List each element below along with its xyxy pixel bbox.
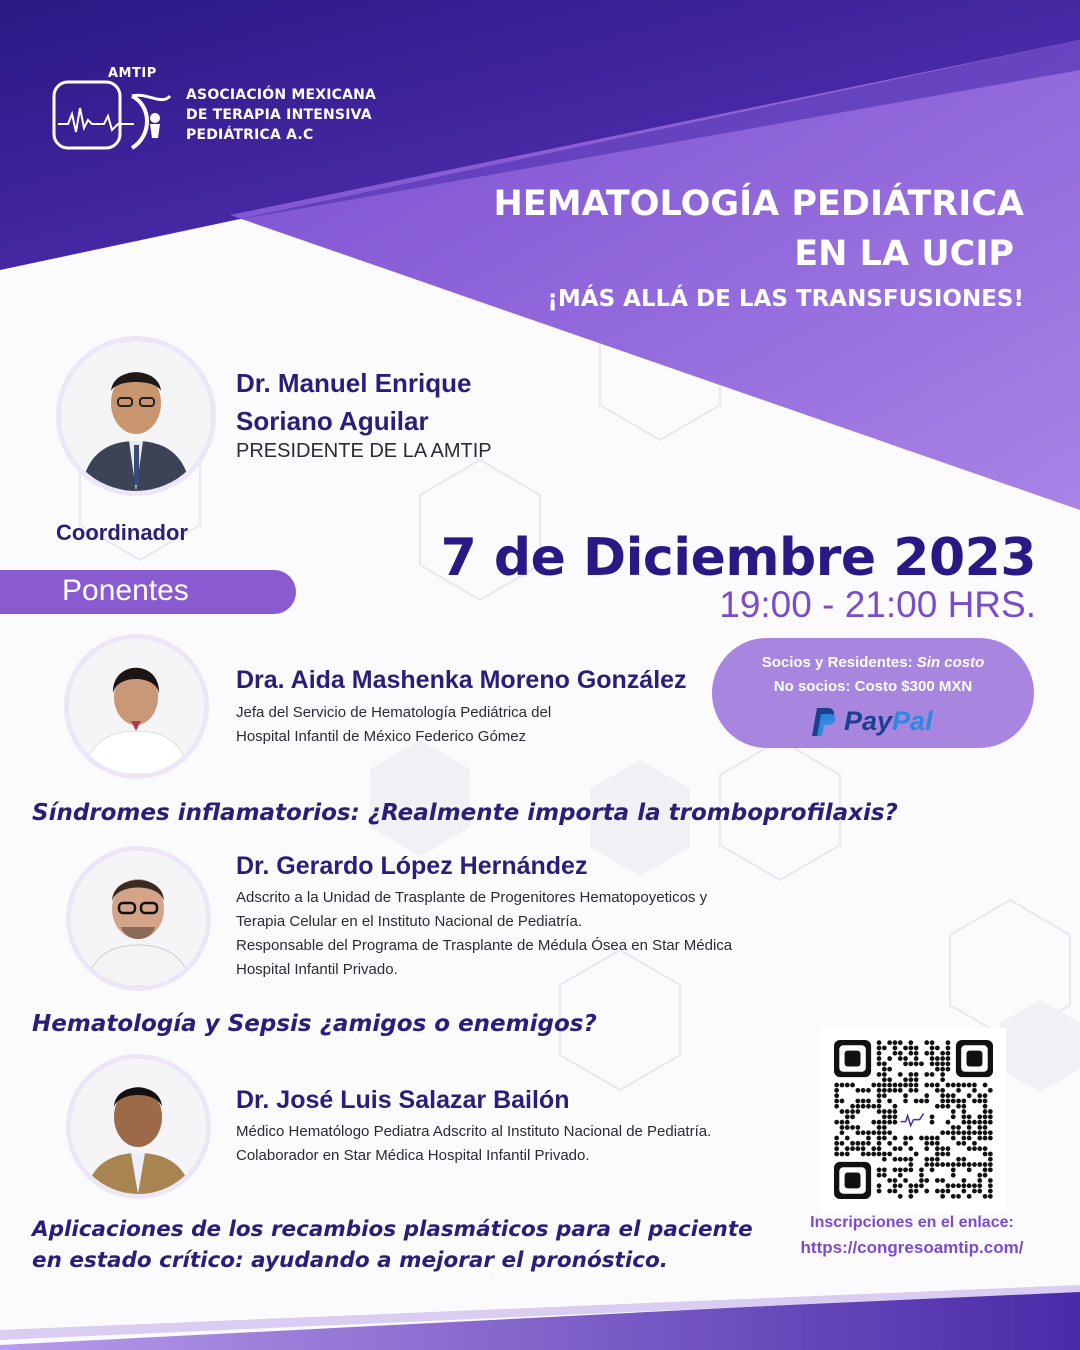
- speaker-2-talk: Hematología y Sepsis ¿amigos o enemigos?: [32, 1011, 597, 1037]
- speakers-label: Ponentes: [62, 574, 189, 607]
- speaker-3-desc1: Médico Hematólogo Pediatra Adscrito al Instituto Nacional de Pediatría.: [236, 1123, 712, 1140]
- coordinator-name-line1: Dr. Manuel Enrique: [236, 368, 472, 398]
- pricing-line2: No socios: Costo $300 MXN: [773, 678, 973, 695]
- event-time: 19:00 - 21:00 HRS.: [719, 584, 1036, 625]
- speaker-1-photo: [64, 634, 209, 779]
- pricing-members-label: Socios y Residentes:: [761, 654, 917, 671]
- coordinator-label: Coordinador: [56, 520, 188, 545]
- speaker-3-photo: [66, 1054, 211, 1199]
- speaker-3-name: Dr. José Luis Salazar Bailón: [236, 1086, 570, 1114]
- paypal-text-pay: Pay: [844, 706, 893, 736]
- speaker-2-desc3: Responsable del Programa de Trasplante de Médula Ósea en Star Médica: [236, 937, 733, 954]
- title-subtitle: ¡MÁS ALLÁ DE LAS TRANSFUSIONES!: [547, 286, 1024, 312]
- avatar: [71, 851, 206, 986]
- registration-qr-code[interactable]: [820, 1028, 1006, 1212]
- event-date: 7 de Diciembre 2023: [440, 528, 1036, 588]
- amtip-logo: [52, 66, 392, 156]
- speaker-2-desc4: Hospital Infantil Privado.: [236, 961, 398, 978]
- speaker-3-desc2: Colaborador en Star Médica Hospital Infantil Privado.: [236, 1147, 590, 1164]
- speaker-2-photo: [66, 846, 211, 991]
- speaker-2-desc2: Terapia Celular en el Instituto Nacional de Pediatría.: [236, 913, 583, 930]
- avatar: [71, 1059, 206, 1194]
- speaker-1-talk: Síndromes inflamatorios: ¿Realmente importa la tromboprofilaxis?: [32, 800, 898, 826]
- registration-link[interactable]: https://congresoamtip.com/: [800, 1238, 1024, 1257]
- pricing-box: [712, 638, 1034, 748]
- registration-label: Inscripciones en el enlace:: [810, 1214, 1014, 1231]
- coordinator-name-line2: Soriano Aguilar: [236, 406, 429, 436]
- paypal-text-pal: Pal: [892, 706, 933, 736]
- title-line1: HEMATOLOGÍA PEDIÁTRICA: [493, 184, 1024, 224]
- speaker-2-name: Dr. Gerardo López Hernández: [236, 852, 588, 880]
- speaker-3-talk-line2: en estado crítico: ayudando a mejorar el pronóstico.: [32, 1248, 668, 1273]
- coordinator-role: PRESIDENTE DE LA AMTIP: [236, 440, 492, 462]
- avatar: [61, 341, 211, 491]
- paypal-text: [844, 706, 933, 737]
- pricing-line1: [712, 654, 1034, 671]
- avatar: [69, 639, 204, 774]
- pricing-members-value: Sin costo: [916, 654, 985, 671]
- coordinator-photo: [56, 336, 216, 496]
- speaker-2-desc1: Adscrito a la Unidad de Trasplante de Progenitores Hematopoyeticos y: [236, 889, 708, 906]
- speaker-1-desc2: Hospital Infantil de México Federico Gómez: [236, 728, 527, 745]
- logo-line1: ASOCIACIÓN MEXICANA: [186, 87, 377, 103]
- logo-line3: PEDIÁTRICA A.C: [186, 127, 314, 143]
- title-line2: EN LA UCIP: [794, 234, 1014, 274]
- qr-code-icon: [820, 1028, 1006, 1212]
- speaker-1-name: Dra. Aida Mashenka Moreno González: [236, 666, 687, 694]
- paypal-icon: [808, 706, 836, 738]
- speaker-3-talk-line1: Aplicaciones de los recambios plasmáticos para el paciente: [32, 1217, 753, 1242]
- speakers-label-pill: [0, 570, 296, 614]
- speaker-1-desc1: Jefa del Servicio de Hematología Pediátrica del: [236, 704, 552, 721]
- logo-tag: AMTIP: [108, 66, 157, 81]
- logo-line2: DE TERAPIA INTENSIVA: [186, 107, 372, 123]
